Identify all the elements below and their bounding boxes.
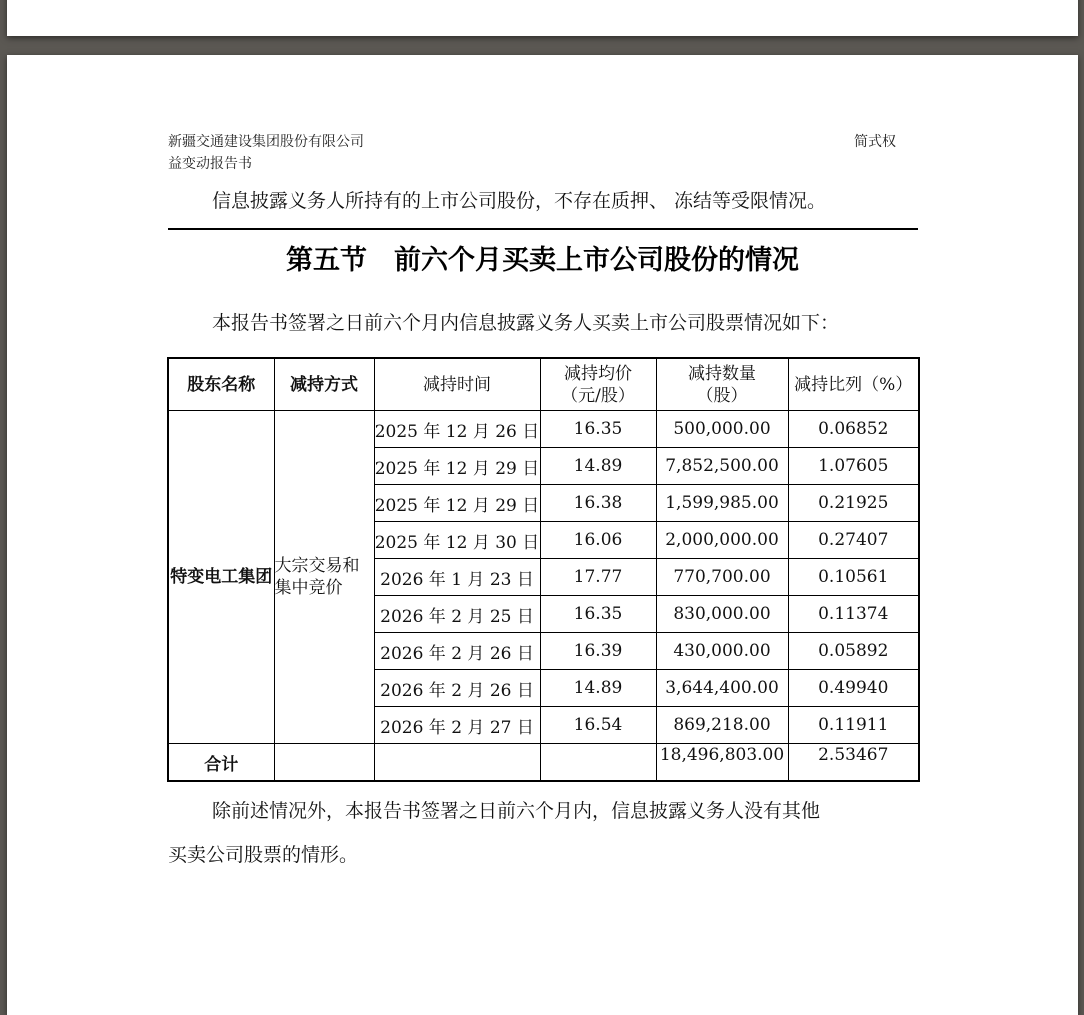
qty-cell: 830,000.00 <box>656 596 788 633</box>
qty-cell: 500,000.00 <box>656 411 788 448</box>
lead-text: 本报告书签署之日前六个月内信息披露义务人买卖上市公司股票情况如下： <box>212 312 840 334</box>
closing-text-1: 除前述情况外，本报告书签署之日前六个月内，信息披露义务人没有其他 <box>212 800 821 822</box>
price-cell: 17.77 <box>540 559 656 596</box>
price-cell: 16.35 <box>540 411 656 448</box>
ratio-cell: 0.21925 <box>788 485 919 522</box>
intro-text: 信息披露义务人所持有的上市公司股份，不存在质押、 冻结等受限情况。 <box>212 190 827 212</box>
col-price-l1: 减持均价 <box>564 363 632 384</box>
col-date: 减持时间 <box>374 358 540 411</box>
qty-cell: 869,218.00 <box>656 707 788 744</box>
qty-cell: 430,000.00 <box>656 633 788 670</box>
price-cell: 16.54 <box>540 707 656 744</box>
date-cell: 2025 年 12 月 29 日 <box>374 448 540 485</box>
section-title: 第五节 前六个月买卖上市公司股份的情况 <box>286 245 799 276</box>
header-doc-right: 简式权 <box>854 134 896 150</box>
date-cell: 2026 年 1 月 23 日 <box>374 559 540 596</box>
ratio-cell: 0.06852 <box>788 411 919 448</box>
closing-text-2: 买卖公司股票的情形。 <box>168 844 359 866</box>
header-doc-title: 益变动报告书 <box>168 156 252 172</box>
total-row <box>168 744 919 782</box>
date-cell: 2026 年 2 月 27 日 <box>374 707 540 744</box>
col-qty-l2: （股） <box>696 385 748 406</box>
empty-cell <box>540 744 656 782</box>
qty-cell: 1,599,985.00 <box>656 485 788 522</box>
qty-cell: 3,644,400.00 <box>656 670 788 707</box>
table-header-row <box>168 358 919 411</box>
document-page <box>7 55 1078 1015</box>
col-ratio: 减持比列（%） <box>788 358 919 411</box>
ratio-cell: 0.11374 <box>788 596 919 633</box>
date-cell: 2026 年 2 月 25 日 <box>374 596 540 633</box>
table-row <box>168 411 919 448</box>
reduction-table <box>167 357 920 782</box>
price-cell: 16.38 <box>540 485 656 522</box>
method-cell: 大宗交易和集中竞价 <box>274 411 374 744</box>
total-qty: 18,496,803.00 <box>656 744 788 782</box>
price-cell: 14.89 <box>540 448 656 485</box>
qty-cell: 770,700.00 <box>656 559 788 596</box>
ratio-cell: 0.05892 <box>788 633 919 670</box>
header-rule <box>168 228 918 230</box>
price-cell: 16.39 <box>540 633 656 670</box>
previous-page <box>7 0 1078 36</box>
price-cell: 16.35 <box>540 596 656 633</box>
qty-cell: 7,852,500.00 <box>656 448 788 485</box>
qty-cell: 2,000,000.00 <box>656 522 788 559</box>
date-cell: 2025 年 12 月 30 日 <box>374 522 540 559</box>
col-qty-l1: 减持数量 <box>688 363 756 384</box>
total-label: 合计 <box>168 744 274 782</box>
price-cell: 16.06 <box>540 522 656 559</box>
date-cell: 2025 年 12 月 26 日 <box>374 411 540 448</box>
header-company: 新疆交通建设集团股份有限公司 <box>168 134 364 150</box>
price-cell: 14.89 <box>540 670 656 707</box>
empty-cell <box>274 744 374 782</box>
date-cell: 2025 年 12 月 29 日 <box>374 485 540 522</box>
col-qty <box>656 358 788 411</box>
ratio-cell: 0.49940 <box>788 670 919 707</box>
ratio-cell: 0.27407 <box>788 522 919 559</box>
shareholder-cell: 特变电工集团 <box>168 411 274 744</box>
col-price-l2: （元/股） <box>561 385 635 406</box>
ratio-cell: 1.07605 <box>788 448 919 485</box>
empty-cell <box>374 744 540 782</box>
col-method: 减持方式 <box>274 358 374 411</box>
ratio-cell: 0.10561 <box>788 559 919 596</box>
col-shareholder: 股东名称 <box>168 358 274 411</box>
col-price <box>540 358 656 411</box>
date-cell: 2026 年 2 月 26 日 <box>374 670 540 707</box>
ratio-cell: 0.11911 <box>788 707 919 744</box>
total-ratio: 2.53467 <box>788 744 919 782</box>
date-cell: 2026 年 2 月 26 日 <box>374 633 540 670</box>
